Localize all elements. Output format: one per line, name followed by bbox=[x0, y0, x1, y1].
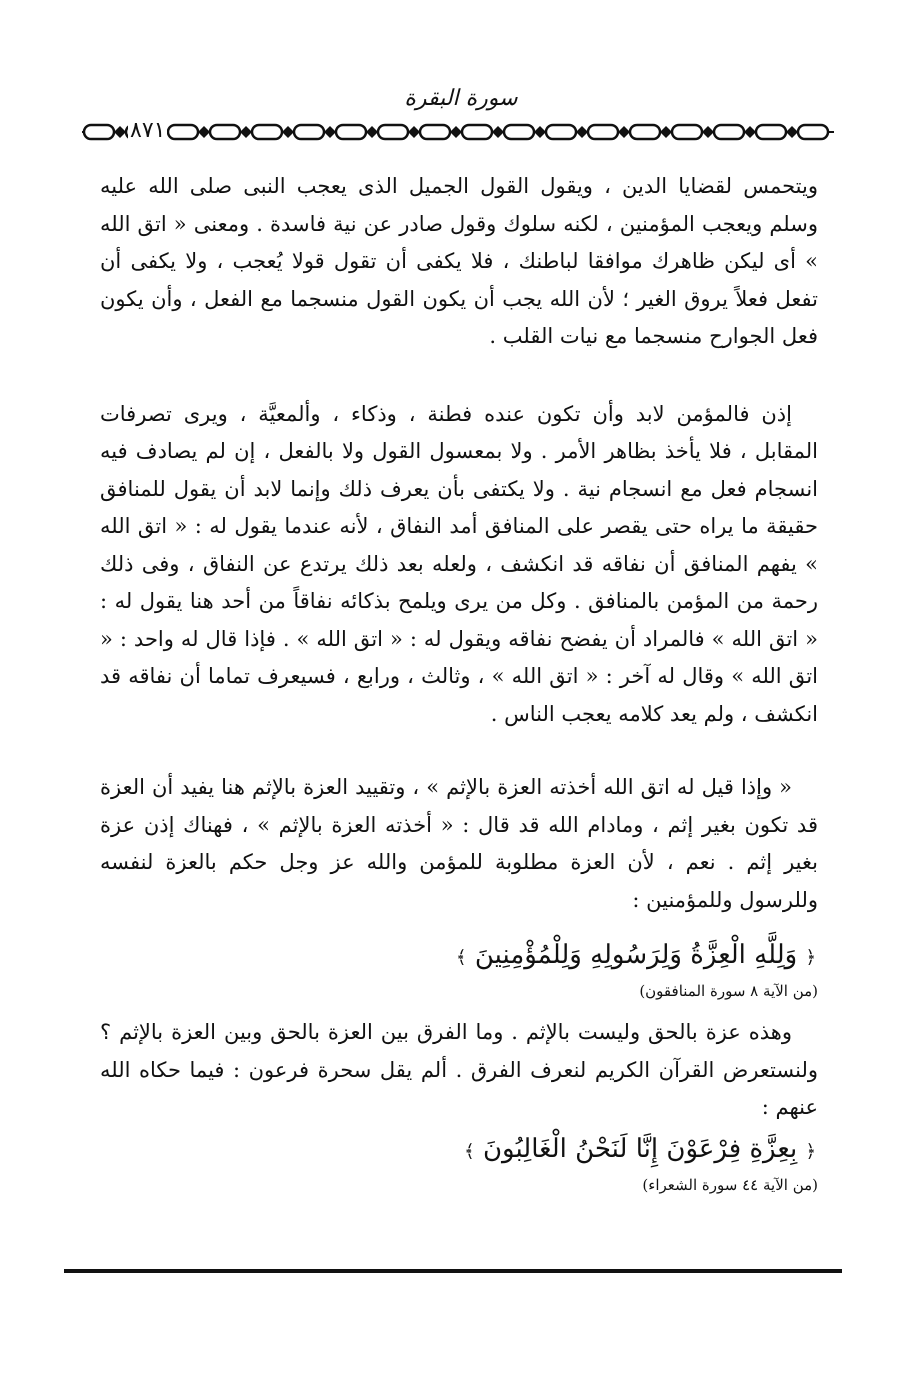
verse-close-ornament: ﴾ bbox=[456, 947, 467, 968]
verse-source-2: (من الآية ٤٤ سورة الشعراء) bbox=[642, 1175, 818, 1194]
paragraph-4: وهذه عزة بالحق وليست بالإثم . وما الفرق بين العزة بالحق وبين العزة بالإثم ؟ ولنستعرض القرآن الكريم لنعرف الفرق . ألم يقل سحرة فرعون : فيما حكاه الله عنهم : bbox=[100, 1020, 818, 1119]
quran-verse-1 bbox=[100, 933, 816, 980]
paragraph-1: ويتحمس لقضايا الدين ، ويقول القول الجميل الذى يعجب النبى صلى الله عليه وسلم ويعجب المؤمنين ، لكنه سلوك وقول صادر عن نية فاسدة . ومعنى « اتق الله » أى ليكن ظاهرك موافقا لباطنك ، فلا يكفى أن تقول قولا يُعجب ، ولا يكفى أن تفعل فعلاً يروق الغير ؛ لأن الله يجب أن يكون القول منسجما مع الفعل ، وأن يكون فعل الجوارح منسجما مع نيات القلب . bbox=[100, 174, 818, 348]
page-body bbox=[100, 168, 818, 1196]
paragraph-3: « وإذا قيل له اتق الله أخذته العزة بالإثم » ، وتقييد العزة بالإثم هنا يفيد أن العزة قد تكون بغير إثم ، ومادام الله قد قال : « أخذته العزة بالإثم » ، فهناك إذن عزة بغير إثم . نعم ، لأن العزة مطلوبة للمؤمن والله عز وجل حكم بالعزة لنفسه وللرسول وللمؤمنين : bbox=[100, 775, 818, 912]
verse-open-ornament: ﴿ bbox=[805, 1140, 816, 1162]
verse-text: بِعِزَّةِ فِرْعَوْنَ إِنَّا لَنَحْنُ الْغَالِبُونَ bbox=[482, 1133, 798, 1164]
quran-verse-2 bbox=[100, 1127, 816, 1174]
spacer bbox=[100, 356, 818, 396]
bottom-rule bbox=[64, 1269, 842, 1273]
verse-source-1: (من الآية ٨ سورة المنافقون) bbox=[639, 982, 818, 1000]
chain-ornament-icon bbox=[82, 118, 834, 146]
verse-text: وَلِلَّهِ الْعِزَّةُ وَلِرَسُولِهِ وَلِلْمُؤْمِنِينَ bbox=[474, 940, 798, 970]
page-number: ٨٧١ bbox=[130, 118, 166, 143]
paragraph-2: إذن فالمؤمن لابد وأن تكون عنده فطنة ، وذكاء ، وألمعيَّة ، ويرى تصرفات المقابل ، فلا يأخذ بظاهر الأمر . ولا بمعسول القول ولا بالفعل ، إن لم يصادف فيه انسجام فعل مع انسجام نية . ولا يكتفى بأن يعرف ذلك وإنما لابد أن يقول للمنافق حقيقة ما يراه حتى يقصر على المنافق أمد النفاق ، لأنه عندما يقول له : « اتق الله » يفهم المنافق أن نفاقه قد انكشف ، ولعله بعد ذلك يرتدع عن النفاق ، وفى ذلك رحمة من المؤمن بالمنافق . وكل من يرى ويلمح بذكائه نفاقاً من أحد هنا يقول له : « اتق الله » فالمراد أن يفضح نفاقه ويقول له : « اتق الله » . فإذا قال له واحد : « اتق الله » وقال له آخر : « اتق الله » ، وثالث ، ورابع ، فسيعرف تماما أن نفاقه قد انكشف ، ولم يعد كلامه يعجب الناس . bbox=[100, 401, 818, 726]
surah-title: سورة البقرة bbox=[404, 86, 518, 111]
verse-close-ornament: ﴾ bbox=[464, 1140, 475, 1162]
verse-open-ornament: ﴿ bbox=[805, 947, 816, 968]
decorative-header-border bbox=[82, 118, 834, 146]
spacer bbox=[100, 733, 818, 769]
